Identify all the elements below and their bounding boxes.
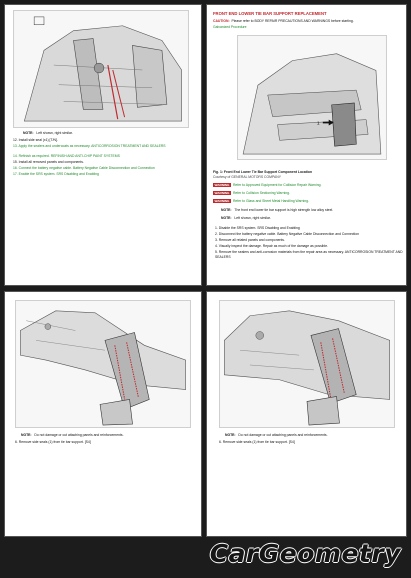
step-4: 4. Visually inspect the damage. Repair as much of the damage as possible. (215, 244, 329, 248)
figure-caption: Fig. 1: Front End Lower Tie Bar Support Component Location (213, 170, 313, 174)
step-16[interactable]: 16. Connect the battery negative cable. Battery Negative Cable Disconnection and Connection (13, 166, 155, 170)
step-14[interactable]: 14. Refinish as required. REFINISH AND ANTI-CHIP PAINT SYSTEMS (13, 154, 120, 158)
note: NOTE: Do not damage or cut attaching panels and reinforcements. (225, 433, 328, 437)
note-material: NOTE: The front end lower tie bar support is high strength low alloy steel. (221, 208, 334, 212)
warning-callout-2: WARNING Refer to Collision Sectioning Warning. (214, 191, 290, 195)
step-15: 15. Install all removed panels and components. (13, 160, 84, 164)
note-side: NOTE: Left shown, right similar. (221, 216, 271, 220)
step-1: 1. Disable the SRS system. SRS Disabling and Enabling (215, 226, 300, 230)
note: NOTE: Do not damage or cut attaching panels and reinforcements. (21, 433, 124, 437)
note: NOTE: Left shown, right similar. (23, 131, 73, 135)
step-5: 5. Remove the sealers and anti-corrosion materials from the repair area as necessary. ANTICORROSION TREATMENT AND SEALERS (215, 250, 403, 259)
step-17[interactable]: 17. Enable the SRS system. SRS Disabling and Enabling (13, 172, 99, 176)
warning-callout-1: WARNING Refer to Approved Equipment for Collision Repair Warning. (214, 183, 322, 187)
page-title: FRONT END LOWER TIE BAR SUPPORT REPLACEMENT (213, 11, 327, 16)
cargeometry-logo: CarGeometry (209, 539, 401, 568)
side-seal-figure (219, 300, 395, 428)
callout-number: 1 (316, 121, 320, 127)
manual-page-3 (4, 291, 202, 537)
side-seal-figure (15, 300, 191, 428)
manual-page-4 (206, 291, 407, 537)
procedure-subtitle: Galvanized Procedure (213, 25, 247, 29)
step-12: 12. Install side seal (x1) [T/N]. (13, 138, 58, 142)
manual-page-2 (206, 4, 407, 286)
figure-illustration (16, 301, 190, 427)
vehicle-structure-figure (13, 10, 189, 128)
figure-illustration (238, 36, 386, 159)
figure-credit: Courtesy of GENERAL MOTORS COMPANY (213, 175, 281, 179)
step-2: 2. Disconnect the battery negative cable. Battery Negative Cable Disconnection and Connection (215, 232, 359, 236)
figure-illustration (14, 11, 188, 127)
figure-illustration (220, 301, 394, 427)
warning-callout-3: WARNING Refer to Glass and Sheet Metal Handling Warning. (214, 199, 309, 203)
step-6: 6. Remove side seals (1) from tie bar support. [S4] (219, 440, 295, 444)
step-13[interactable]: 13. Apply the sealers and undercoats as necessary. ANTICORROSION TREATMENT AND SEALERS (13, 144, 166, 148)
caution: CAUTION: Please refer to BODY REPAIR PRECAUTIONS AND WARNINGS before starting. (213, 19, 354, 23)
manual-page-1 (4, 4, 202, 286)
component-location-figure (237, 35, 387, 160)
step-6: 6. Remove side seals (1) from tie bar support. [S4] (15, 440, 91, 444)
step-3: 3. Remove all related panels and components. (215, 238, 285, 242)
